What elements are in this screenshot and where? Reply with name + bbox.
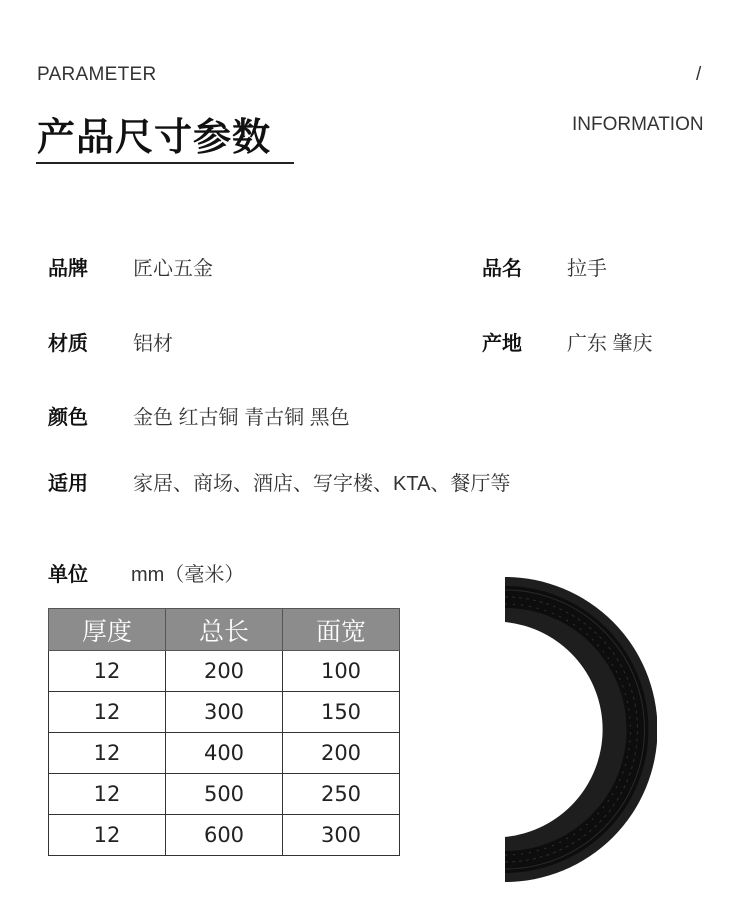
usage-value: 家居、商场、酒店、写字楼、KTA、餐厅等 xyxy=(133,473,511,495)
product-name-value: 拉手 xyxy=(567,258,607,280)
title-underline xyxy=(36,162,294,164)
parameter-label: PARAMETER xyxy=(37,64,157,85)
color-label: 颜色 xyxy=(48,407,88,429)
header-face-width: 面宽 xyxy=(283,609,400,651)
origin-value: 广东 肇庆 xyxy=(567,333,653,355)
table-cell: 200 xyxy=(283,733,400,774)
table-cell: 12 xyxy=(49,651,166,692)
usage-label: 适用 xyxy=(48,473,88,495)
origin-label: 产地 xyxy=(482,333,522,355)
information-label: INFORMATION xyxy=(572,114,704,135)
table-row xyxy=(49,651,400,692)
table-row xyxy=(49,815,400,856)
table-cell: 12 xyxy=(49,815,166,856)
table-row xyxy=(49,692,400,733)
table-cell: 12 xyxy=(49,692,166,733)
brand-label: 品牌 xyxy=(48,258,88,280)
handle-product-image xyxy=(505,577,657,882)
table-row xyxy=(49,733,400,774)
table-cell: 300 xyxy=(283,815,400,856)
unit-label: 单位 xyxy=(48,564,88,586)
table-cell: 12 xyxy=(49,733,166,774)
table-cell: 200 xyxy=(166,651,283,692)
table-cell: 150 xyxy=(283,692,400,733)
table-cell: 100 xyxy=(283,651,400,692)
material-label: 材质 xyxy=(48,333,88,355)
slash-divider: / xyxy=(696,64,702,85)
color-value: 金色 红古铜 青古铜 黑色 xyxy=(133,407,350,429)
table-header-row xyxy=(49,609,400,651)
product-name-label: 品名 xyxy=(482,258,522,280)
header-thickness: 厚度 xyxy=(49,609,166,651)
brand-value: 匠心五金 xyxy=(133,258,213,280)
table-cell: 400 xyxy=(166,733,283,774)
material-value: 铝材 xyxy=(133,333,173,355)
table-cell: 300 xyxy=(166,692,283,733)
table-cell: 600 xyxy=(166,815,283,856)
table-row xyxy=(49,774,400,815)
table-cell: 12 xyxy=(49,774,166,815)
unit-value: mm（毫米） xyxy=(131,564,245,586)
page-title: 产品尺寸参数 xyxy=(37,117,272,159)
header-total-length: 总长 xyxy=(166,609,283,651)
size-table xyxy=(48,608,400,856)
table-cell: 500 xyxy=(166,774,283,815)
table-cell: 250 xyxy=(283,774,400,815)
